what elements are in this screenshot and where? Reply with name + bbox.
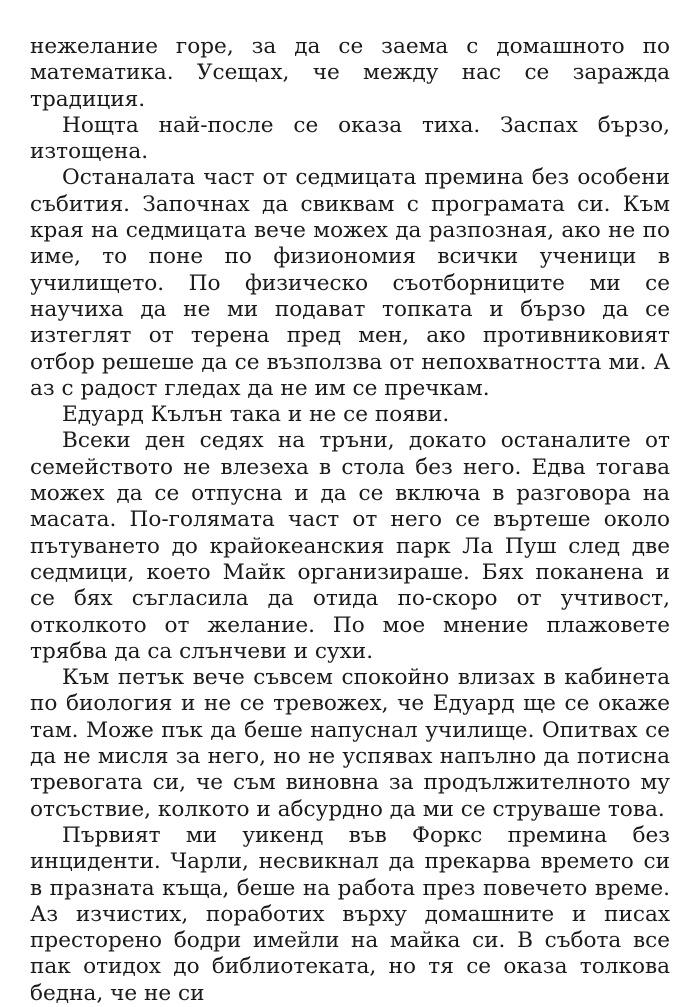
paragraph-4: Едуард Кълън така и не се появи. (62, 402, 450, 428)
paragraph-5: Всеки ден седях на тръни, докато останалите от семейството не влезеха в стола без него. Едва тогава можех да се отпусна и да се включа в разговора на масата. По-голямата част от него се въртеше около пътуването до крайокеанския парк Ла Пуш след две седмици, което Майк организираше. Бях поканена и се бях съгласила да отида по-скоро от учтивост, отколкото от желание. По мое мнение плажовете трябва да са слънчеви и сухи. (30, 428, 670, 664)
paragraph-7: Първият ми уикенд във Форкс премина без инциденти. Чарли, несвикнал да прекарва времето си в празната къща, беше на работа през повечето време. Аз изчистих, поработих върху домашните и писах престорено бодри имейли на майка си. В събота все пак отидох до библиотеката, но тя се оказа толкова бедна, че не си (30, 822, 670, 1006)
paragraph-2: Нощта най-после се оказа тиха. Заспах бързо, изтощена. (30, 112, 670, 165)
paragraph-1: нежелание горе, за да се заема с домашното по математика. Усещах, че между нас се заражда традиция. (30, 34, 670, 112)
paragraph-3: Останалата част от седмицата премина без особени събития. Започнах да свиквам с програмата си. Към края на седмицата вече можех да разпозная, ако не по име, то поне по физиономия всички ученици в училището. По физическо съотборниците ми се научиха да не ми подават топката и бързо да се изтеглят от терена пред мен, ако противниковият отбор решеше да се възползва от непохватността ми. А аз с радост гледах да не им се пречкам. (30, 165, 670, 401)
paragraph-6: Към петък вече съвсем спокойно влизах в кабинета по биология и не се тревожех, че Едуард ще се окаже там. Може пък да беше напуснал училище. Опитвах се да не мисля за него, но не успявах напълно да потисна тревогата си, че съм виновна за продължителното му отсъствие, колкото и абсурдно да ми се струваше това. (30, 665, 670, 822)
